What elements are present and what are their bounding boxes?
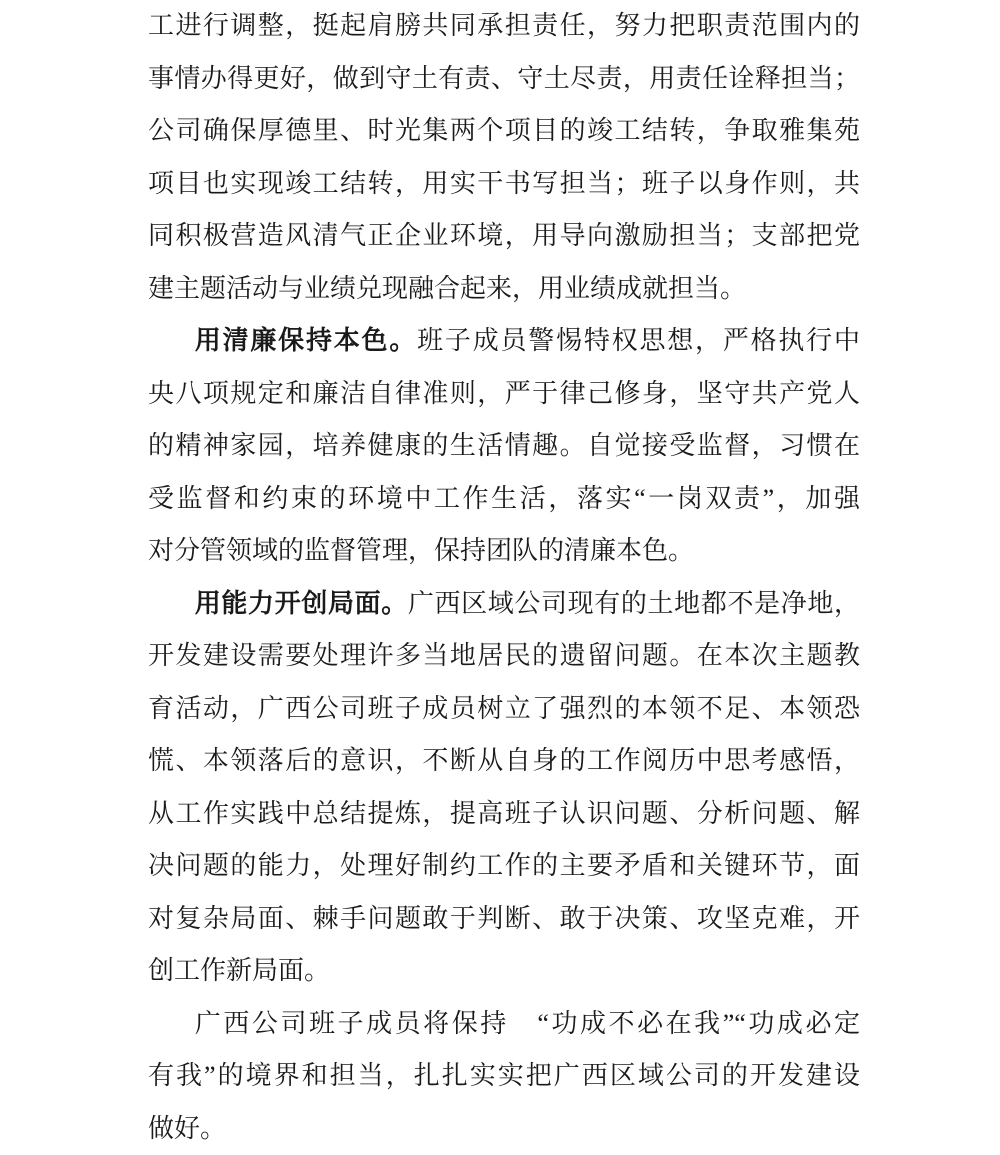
paragraph-continuation-responsibility bbox=[148, 0, 860, 315]
text-line: 事情办得更好，做到守土有责、守土尽责，用责任诠释担当； bbox=[148, 53, 860, 106]
text-line: 央八项规定和廉洁自律准则，严于律己修身，坚守共产党人 bbox=[148, 368, 860, 421]
text-line: 用清廉保持本色。班子成员警惕特权思想，严格执行中 bbox=[148, 315, 860, 368]
text-line: 做好。 bbox=[148, 1103, 860, 1155]
paragraph-lead-bold: 用清廉保持本色。 bbox=[195, 326, 417, 355]
text-line: 育活动，广西公司班子成员树立了强烈的本领不足、本领恐 bbox=[148, 683, 860, 736]
paragraph-lead-bold: 用能力开创局面。 bbox=[195, 589, 408, 618]
text-line: 受监督和约束的环境中工作生活，落实“一岗双责”，加强 bbox=[148, 473, 860, 526]
text-line: 有我”的境界和担当，扎扎实实把广西区域公司的开发建设 bbox=[148, 1050, 860, 1103]
text-line: 从工作实践中总结提炼，提高班子认识问题、分析问题、解 bbox=[148, 788, 860, 841]
text-line: 对分管领域的监督管理，保持团队的清廉本色。 bbox=[148, 525, 860, 578]
text-line: 广西公司班子成员将保持 “功成不必在我”“功成必定 bbox=[148, 998, 860, 1051]
text-line: 用能力开创局面。广西区域公司现有的土地都不是净地， bbox=[148, 578, 860, 631]
paragraph-closing bbox=[148, 998, 860, 1155]
text-line: 创工作新局面。 bbox=[148, 945, 860, 998]
text-line: 项目也实现竣工结转，用实干书写担当；班子以身作则，共 bbox=[148, 158, 860, 211]
text-line: 对复杂局面、棘手问题敢于判断、敢于决策、攻坚克难，开 bbox=[148, 893, 860, 946]
text-line: 开发建设需要处理许多当地居民的遗留问题。在本次主题教 bbox=[148, 630, 860, 683]
text-line: 同积极营造风清气正企业环境，用导向激励担当；支部把党 bbox=[148, 210, 860, 263]
text-line: 慌、本领落后的意识，不断从自身的工作阅历中思考感悟， bbox=[148, 735, 860, 788]
text-line: 公司确保厚德里、时光集两个项目的竣工结转，争取雅集苑 bbox=[148, 105, 860, 158]
text-line: 决问题的能力，处理好制约工作的主要矛盾和关键环节，面 bbox=[148, 840, 860, 893]
text-line: 的精神家园，培养健康的生活情趣。自觉接受监督，习惯在 bbox=[148, 420, 860, 473]
paragraph-capability bbox=[148, 578, 860, 998]
paragraph-integrity bbox=[148, 315, 860, 578]
text-line: 建主题活动与业绩兑现融合起来，用业绩成就担当。 bbox=[148, 263, 860, 316]
text-line: 工进行调整，挺起肩膀共同承担责任，努力把职责范围内的 bbox=[148, 0, 860, 53]
document-body bbox=[148, 0, 860, 1155]
